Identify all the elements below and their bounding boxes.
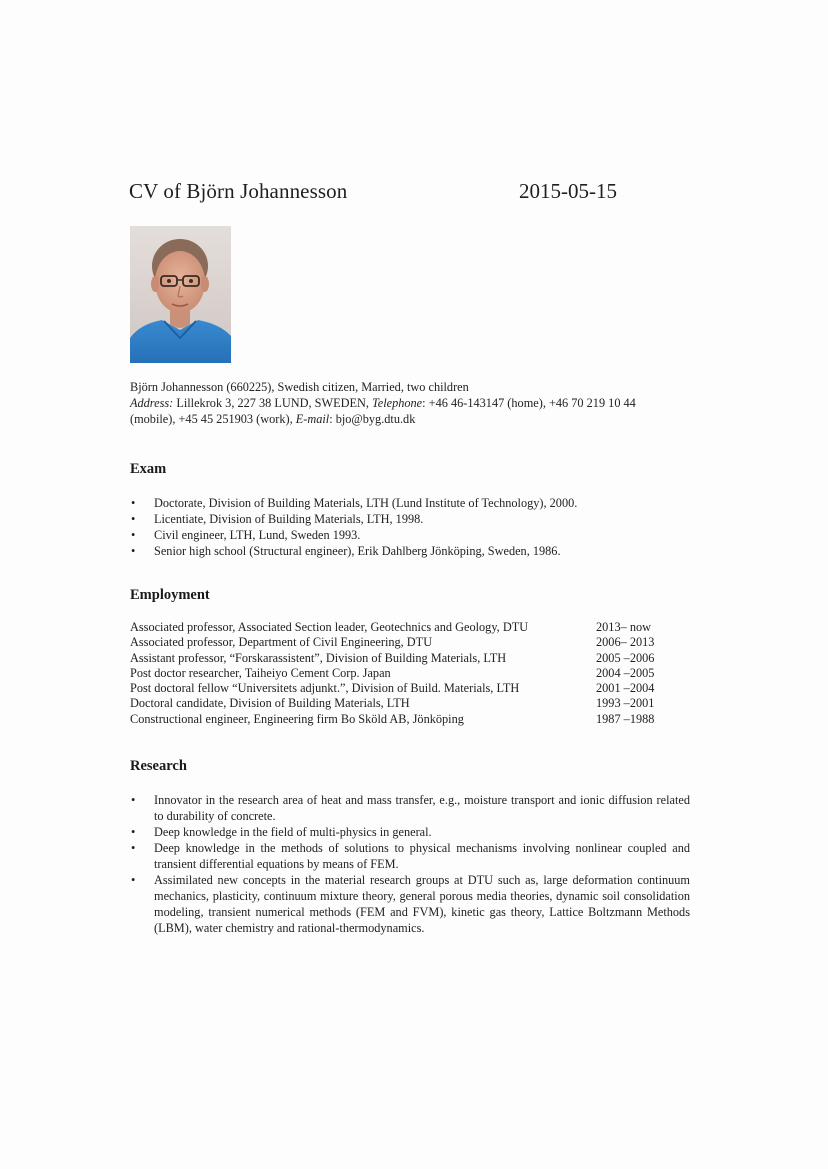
email-value: : bjo@byg.dtu.dk [329, 412, 416, 426]
bullet-icon: • [131, 544, 136, 558]
page-title: CV of Björn Johannesson [129, 179, 348, 203]
period: 2006– 2013 [596, 635, 655, 650]
list-item: • Senior high school (Structural engineer), Erik Dahlberg Jönköping, Sweden, 1986. [131, 544, 561, 558]
bullet-icon: • [131, 496, 136, 510]
list-item: • Licentiate, Division of Building Materials, LTH, 1998. [131, 512, 424, 526]
table-row [130, 666, 670, 681]
period: 2004 –2005 [596, 665, 655, 680]
contact-line [130, 411, 690, 427]
period: 2013– now [596, 620, 651, 634]
personal-details [130, 379, 690, 427]
exam-list [130, 495, 690, 559]
table-row [130, 635, 670, 650]
address-value: Lillekrok 3, 227 38 LUND, SWEDEN, [173, 396, 373, 410]
list-item: • Innovator in the research area of heat and mass transfer, e.g., moisture transport and ionic diffusion related to durability of concrete. [131, 793, 690, 823]
bullet-icon: • [131, 512, 136, 526]
exam-heading: Exam [130, 461, 167, 477]
employment-heading: Employment [130, 587, 210, 603]
mobile-work-phones: (mobile), +45 45 251903 (work), [130, 412, 296, 426]
bullet-icon: • [131, 825, 136, 839]
position: Associated professor, Associated Section leader, Geotechnics and Geology, DTU [130, 620, 529, 634]
period: 1993 –2001 [596, 696, 655, 711]
bullet-icon: • [131, 841, 136, 855]
portrait-illustration [130, 226, 231, 363]
telephone-label: Telephone [372, 396, 423, 410]
list-item: • Deep knowledge in the methods of solutions to physical mechanisms involving nonlinear coupled and transient differential equations by means of FEM. [131, 841, 690, 871]
research-list [130, 792, 690, 936]
list-item: • Doctorate, Division of Building Materials, LTH (Lund Institute of Technology), 2000. [131, 496, 578, 510]
table-row [130, 620, 670, 635]
table-row [130, 651, 670, 666]
list-item: • Civil engineer, LTH, Lund, Sweden 1993. [131, 528, 361, 542]
bullet-icon: • [131, 793, 136, 807]
position: Constructional engineer, Engineering firm Bo Sköld AB, Jönköping [130, 711, 464, 726]
list-item: • Assimilated new concepts in the material research groups at DTU such as, large deformation continuum mechanics, plasticity, continuum mixture theory, general porous media theories, dynamic soil consolidation modeling, transient numerical methods (FEM and FVM), kinetic gas theory, Lattice Boltzmann Methods (LBM), water chemistry and rational-thermodynamics. [131, 873, 690, 935]
position: Assistant professor, “Forskarassistent”, Division of Building Materials, LTH [130, 650, 507, 665]
position: Post doctor researcher, Taiheiyo Cement Corp. Japan [130, 665, 391, 680]
table-row [130, 681, 670, 696]
period: 2005 –2006 [596, 650, 655, 665]
address-label: Address: [130, 396, 174, 410]
period: 2001 –2004 [596, 681, 655, 696]
telephone-value: : +46 46-143147 (home), +46 70 219 10 44 [422, 396, 636, 410]
position: Associated professor, Department of Civil Engineering, DTU [130, 635, 433, 650]
portrait-photo [130, 226, 231, 363]
document-date: 2015-05-15 [519, 179, 617, 203]
email-label: E-mail [295, 412, 330, 426]
position: Doctoral candidate, Division of Building Materials, LTH [130, 696, 410, 711]
bullet-icon: • [131, 873, 136, 887]
research-heading: Research [130, 758, 187, 774]
position: Post doctoral fellow “Universitets adjunkt.”, Division of Build. Materials, LTH [130, 681, 520, 696]
personal-summary: Björn Johannesson (660225), Swedish citizen, Married, two children [130, 380, 469, 394]
bullet-icon: • [131, 528, 136, 542]
address-line [130, 395, 690, 411]
table-row [130, 696, 670, 711]
period: 1987 –1988 [596, 711, 655, 726]
table-row [130, 712, 670, 727]
list-item: • Deep knowledge in the field of multi-physics in general. [131, 825, 432, 839]
employment-table [130, 620, 670, 727]
